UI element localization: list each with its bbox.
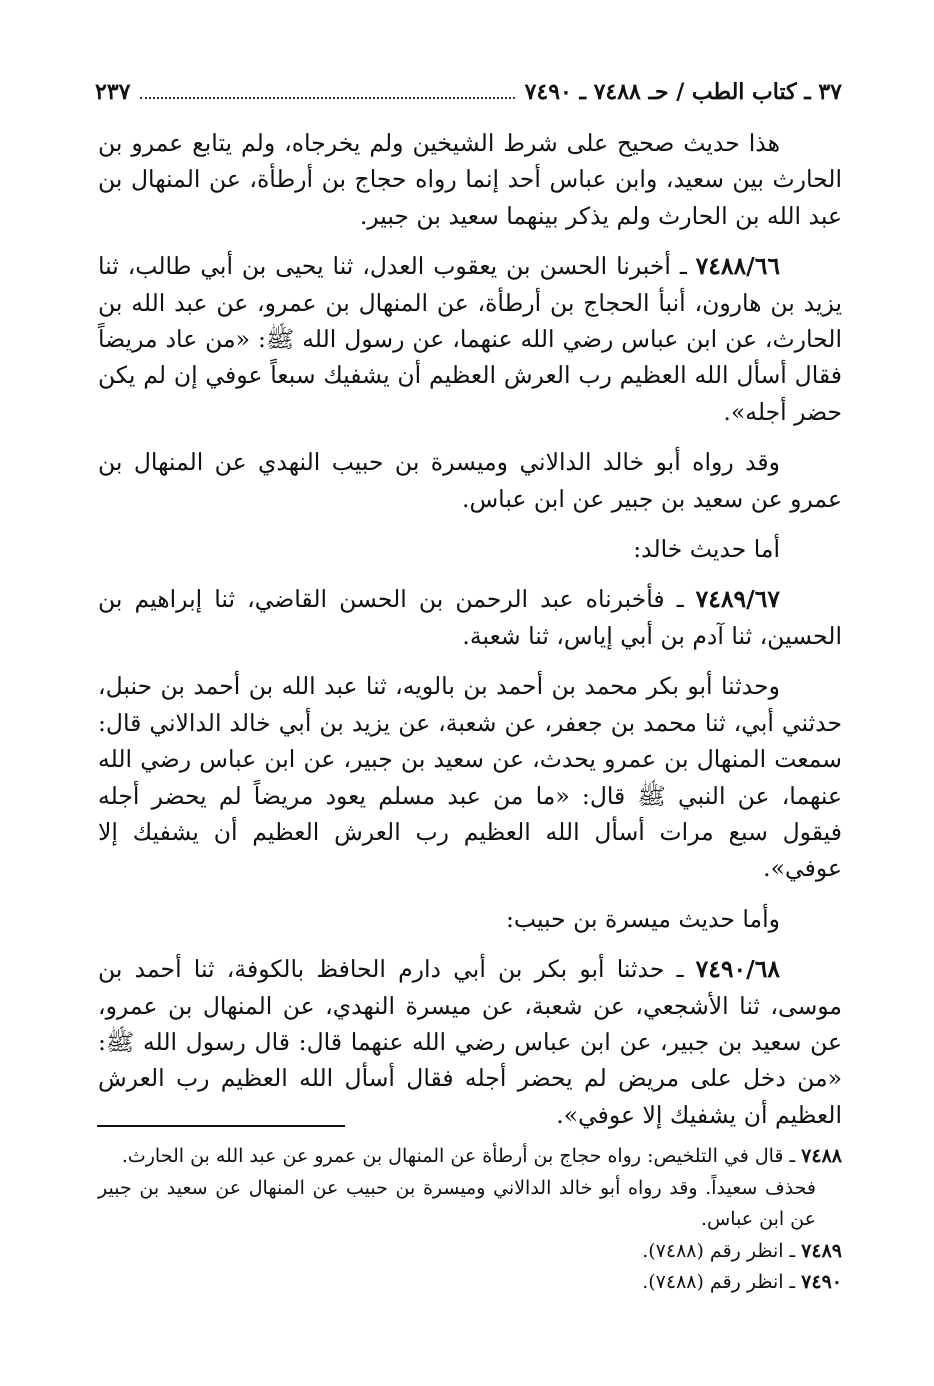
footnote (98, 1141, 842, 1173)
footnote (98, 1173, 842, 1236)
paragraph-text: وقد رواه أبو خالد الدالاني وميسرة بن حبيب النهدي عن المنهال بن عمرو عن سعيد بن جبير عن ابن عباس. (98, 448, 842, 513)
footnote-text: ـ انظر رقم (٧٤٨٨). (642, 1239, 802, 1262)
paragraph-text: وحدثنا أبو بكر محمد بن أحمد بن بالويه، ثنا عبد الله بن أحمد بن حنبل، حدثني أبي، ثنا محمد بن جعفر، عن شعبة، عن يزيد بن أبي خالد الدالاني قال: سمعت المنهال بن عمرو يحدث، عن سعيد بن جبير، عن ابن عباس رضي الله عنهما، عن النبي ﷺ قال: «ما من عبد مسلم يعود مريضاً لم يحضر أجله فيقول سبع مرات أسأل الله العظيم رب العرش العظيم أن يشفيك إلا عوفي». (98, 672, 842, 883)
footnote-text: فحذف سعيداً. وقد رواه أبو خالد الدالاني وميسرة بن حبيب عن المنهال عن سعيد بن جبير عن ابن عباس. (98, 1176, 816, 1230)
paragraph (98, 248, 842, 430)
paragraph-text: ـ فأخبرناه عبد الرحمن بن الحسن القاضي، ثنا إبراهيم بن الحسين، ثنا آدم بن أبي إياس، ثنا شعبة. (98, 585, 842, 650)
header-title: ٣٧ ـ كتاب الطب / حـ ٧٤٨٨ ـ ٧٤٩٠ (524, 79, 842, 105)
footnotes (98, 1141, 842, 1299)
paragraph (98, 444, 842, 517)
paragraph (98, 668, 842, 886)
hadith-number: ٧٤٩٠/٦٨ (695, 955, 780, 984)
paragraph-text: أما حديث خالد: (633, 535, 780, 564)
paragraph (98, 951, 842, 1133)
running-header (95, 72, 842, 106)
paragraph (98, 125, 842, 234)
footnote-number: ٧٤٨٩ (801, 1239, 842, 1262)
footnote-text: ـ قال في التلخيص: رواه حجاج بن أرطأة عن المنهال بن عمرو عن عبد الله بن الحارث. (121, 1145, 802, 1167)
hadith-number: ٧٤٨٨/٦٦ (695, 252, 780, 281)
footnote-number: ٧٤٨٨ (801, 1145, 842, 1167)
paragraph-text: ـ أخبرنا الحسن بن يعقوب العدل، ثنا يحيى بن أبي طالب، ثنا يزيد بن هارون، أنبأ الحجاج بن أرطأة، عن المنهال بن عمرو، عن عبد الله بن الحارث، عن ابن عباس رضي الله عنهما، عن رسول الله ﷺ: «من عاد مريضاً فقال أسأل الله العظيم رب العرش العظيم أن يشفيك سبعاً عوفي إن لم يكن حضر أجله». (98, 252, 842, 426)
footnote (98, 1236, 842, 1268)
hadith-number: ٧٤٨٩/٦٧ (695, 585, 780, 614)
footnote-separator (97, 1125, 345, 1127)
paragraph-text: هذا حديث صحيح على شرط الشيخين ولم يخرجاه، ولم يتابع عمرو بن الحارث بين سعيد، وابن عباس أحد إنما رواه حجاج بن أرطأة، عن المنهال بن عبد الله بن الحارث ولم يذكر بينهما سعيد بن جبير. (98, 129, 842, 230)
paragraph (98, 901, 842, 937)
page-body (98, 125, 842, 1147)
paragraph-text: ـ حدثنا أبو بكر بن أبي دارم الحافظ بالكوفة، ثنا أحمد بن موسى، ثنا الأشجعي، عن شعبة، عن ميسرة النهدي، عن المنهال بن عمرو، عن سعيد بن جبير، عن ابن عباس رضي الله عنهما قال: قال رسول الله ﷺ: «من دخل على مريض لم يحضر أجله فقال أسأل الله العظيم رب العرش العظيم أن يشفيك إلا عوفي». (98, 955, 842, 1129)
header-dot-leader (140, 97, 514, 99)
paragraph (98, 581, 842, 654)
paragraph (98, 531, 842, 567)
footnote (98, 1267, 842, 1299)
paragraph-text: وأما حديث ميسرة بن حبيب: (505, 904, 780, 933)
page-number: ٢٣٧ (95, 79, 131, 105)
footnote-number: ٧٤٩٠ (801, 1271, 842, 1293)
footnote-text: ـ انظر رقم (٧٤٨٨). (642, 1271, 802, 1293)
